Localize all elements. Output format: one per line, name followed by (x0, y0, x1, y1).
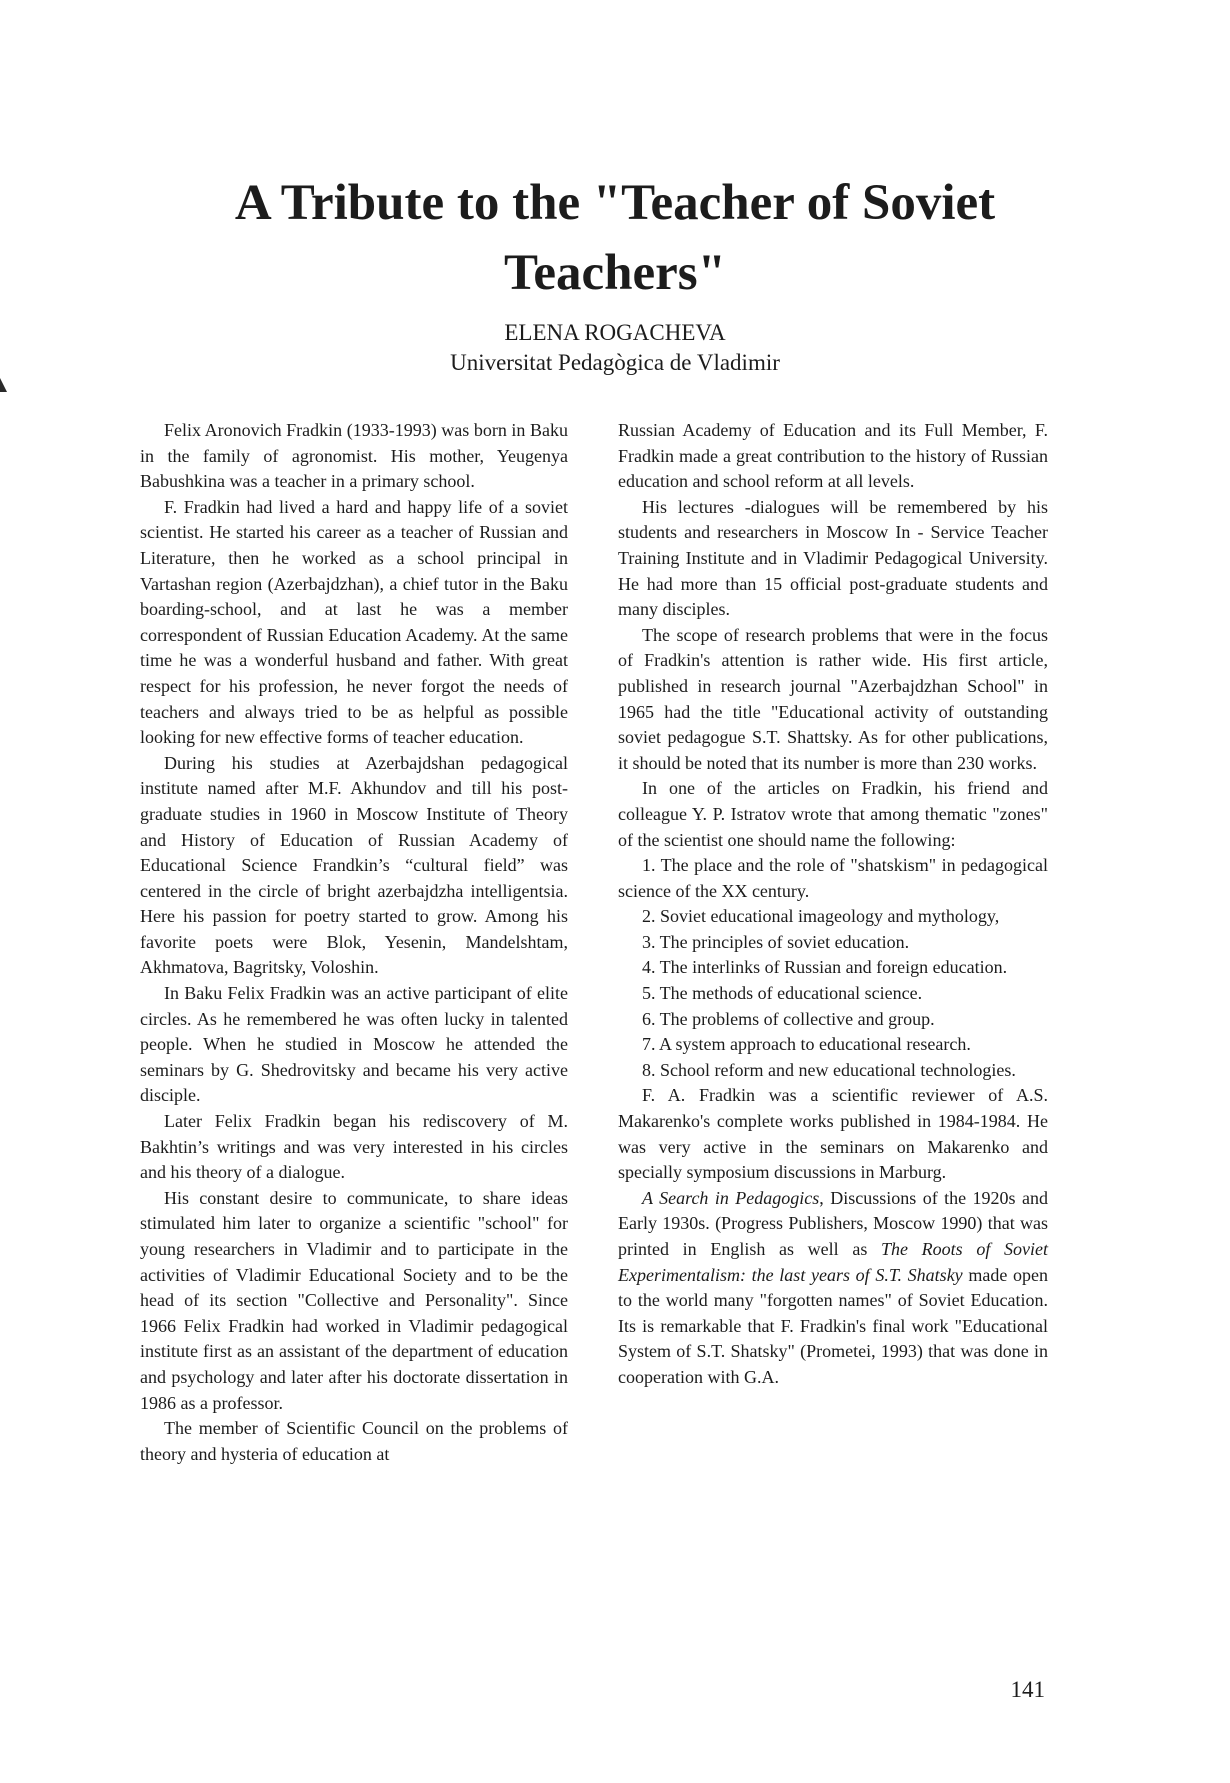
list-item: 5. The methods of educational science. (642, 983, 923, 1004)
paragraph (618, 1186, 1048, 1391)
paragraph: In one of the articles on Fradkin, his friend and colleague Y. P. Istratov wrote that among thematic "zones" of the scientist one should name the following: (618, 778, 1048, 850)
paragraph: Russian Academy of Education and its Full Member, F. Fradkin made a great contribution to the history of Russian education and school reform at all levels. (618, 420, 1048, 492)
author-name: ELENA ROGACHEVA (504, 320, 726, 345)
left-column (140, 418, 568, 1467)
paragraph: F. A. Fradkin was a scientific reviewer of A.S. Makarenko's complete works published in 1984-1984. He was very active in the seminars on Makarenko and specially symposium discussions in Marburg. (618, 1085, 1048, 1183)
article-title: A Tribute to the "Teacher of Soviet Teachers" (234, 175, 996, 301)
list-item: 4. The interlinks of Russian and foreign education. (642, 957, 1008, 978)
paragraph-text: made open to the world many "forgotten names" of Soviet Education. Its is remarkable that F. Fradkin's final work "Educational System of S.T. Shatsky" (Prometei, 1993) that was done in cooperation with G.A. (618, 1264, 1048, 1387)
paragraph: Felix Aronovich Fradkin (1933-1993) was born in Baku in the family of agronomist. His mother, Yeugenya Babushkina was a teacher in a primary school. (140, 420, 568, 492)
paragraph: His lectures -dialogues will be remembered by his students and researchers in Moscow In - Service Teacher Training Institute and in Vladimir Pedagogical University. He had more than 15 official post-graduate students and many disciples. (618, 496, 1048, 620)
paragraph: The member of Scientific Council on the problems of theory and hysteria of education at (140, 1418, 568, 1464)
list-item: 1. The place and the role of "shatskism" in pedagogical science of the XX century. (618, 855, 1048, 901)
page-number: 141 (1010, 1677, 1045, 1702)
author-affiliation: Universitat Pedagògica de Vladimir (450, 350, 780, 375)
list-item: 8. School reform and new educational technologies. (642, 1059, 1016, 1080)
right-column (618, 418, 1048, 1391)
paragraph: F. Fradkin had lived a hard and happy life of a soviet scientist. He started his career as a teacher of Russian and Literature, then he worked as a school principal in Vartashan region (Azerbajdzhan), a chief tutor in the Baku boarding-school, and at last he was a member correspondent of Russian Education Academy. At the same time he was a wonderful husband and father. With great respect for his profession, he never forgot the needs of teachers and always tried to be as helpful as possible looking for new effective forms of teacher education. (140, 496, 568, 748)
paragraph: His constant desire to communicate, to share ideas stimulated him later to organize a scientific "school" for young researchers in Vladimir and to participate in the activities of Vladimir Educational Society and to be the head of its section "Collective and Personality". Since 1966 Felix Fradkin had worked in Vladimir pedagogical institute first as an assistant of the department of education and psychology and later after his doctorate dissertation in 1986 as a professor. (140, 1187, 568, 1413)
book-title: A Search in Pedagogics (642, 1187, 820, 1208)
page-edge-mark (0, 378, 7, 392)
list-item: 6. The problems of collective and group. (642, 1008, 935, 1029)
paragraph: During his studies at Azerbajdshan pedagogical institute named after M.F. Akhundov and till his post-graduate studies in 1960 in Moscow Institute of Theory and History of Education of Russian Academy of Educational Science Frandkin’s “cultural field” was centered in the circle of bright azerbajdzha intelligentsia. Here his passion for poetry started to grow. Among his favorite poets were Blok, Yesenin, Mandelshtam, Akhmatova, Bagritsky, Voloshin. (140, 752, 568, 978)
paragraph-text: , Discussions of the 1920s and Early 1930s. (Progress Publishers, Moscow 1990) that was printed in English as well as (618, 1187, 1048, 1259)
list-item: 3. The principles of soviet education. (642, 931, 910, 952)
paragraph: The scope of research problems that were in the focus of Fradkin's attention is rather wide. His first article, published in research journal "Azerbajdzhan School" in 1965 had the title "Educational activity of outstanding soviet pedagogue S.T. Shattsky. As for other publications, it should be noted that its number is more than 230 works. (618, 624, 1048, 773)
paragraph: In Baku Felix Fradkin was an active participant of elite circles. As he remembered he was often lucky in talented people. When he studied in Moscow he attended the seminars by G. Shedrovitsky and became his very active disciple. (140, 983, 568, 1106)
book-title: The Roots of Soviet Experimentalism: the last years of S.T. Shatsky (618, 1239, 1048, 1285)
paragraph: Later Felix Fradkin began his rediscovery of M. Bakhtin’s writings and was very interested in his circles and his theory of a dialogue. (140, 1111, 568, 1183)
list-item: 2. Soviet educational imageology and mythology, (642, 906, 1000, 927)
list-item: 7. A system approach to educational research. (642, 1034, 971, 1055)
